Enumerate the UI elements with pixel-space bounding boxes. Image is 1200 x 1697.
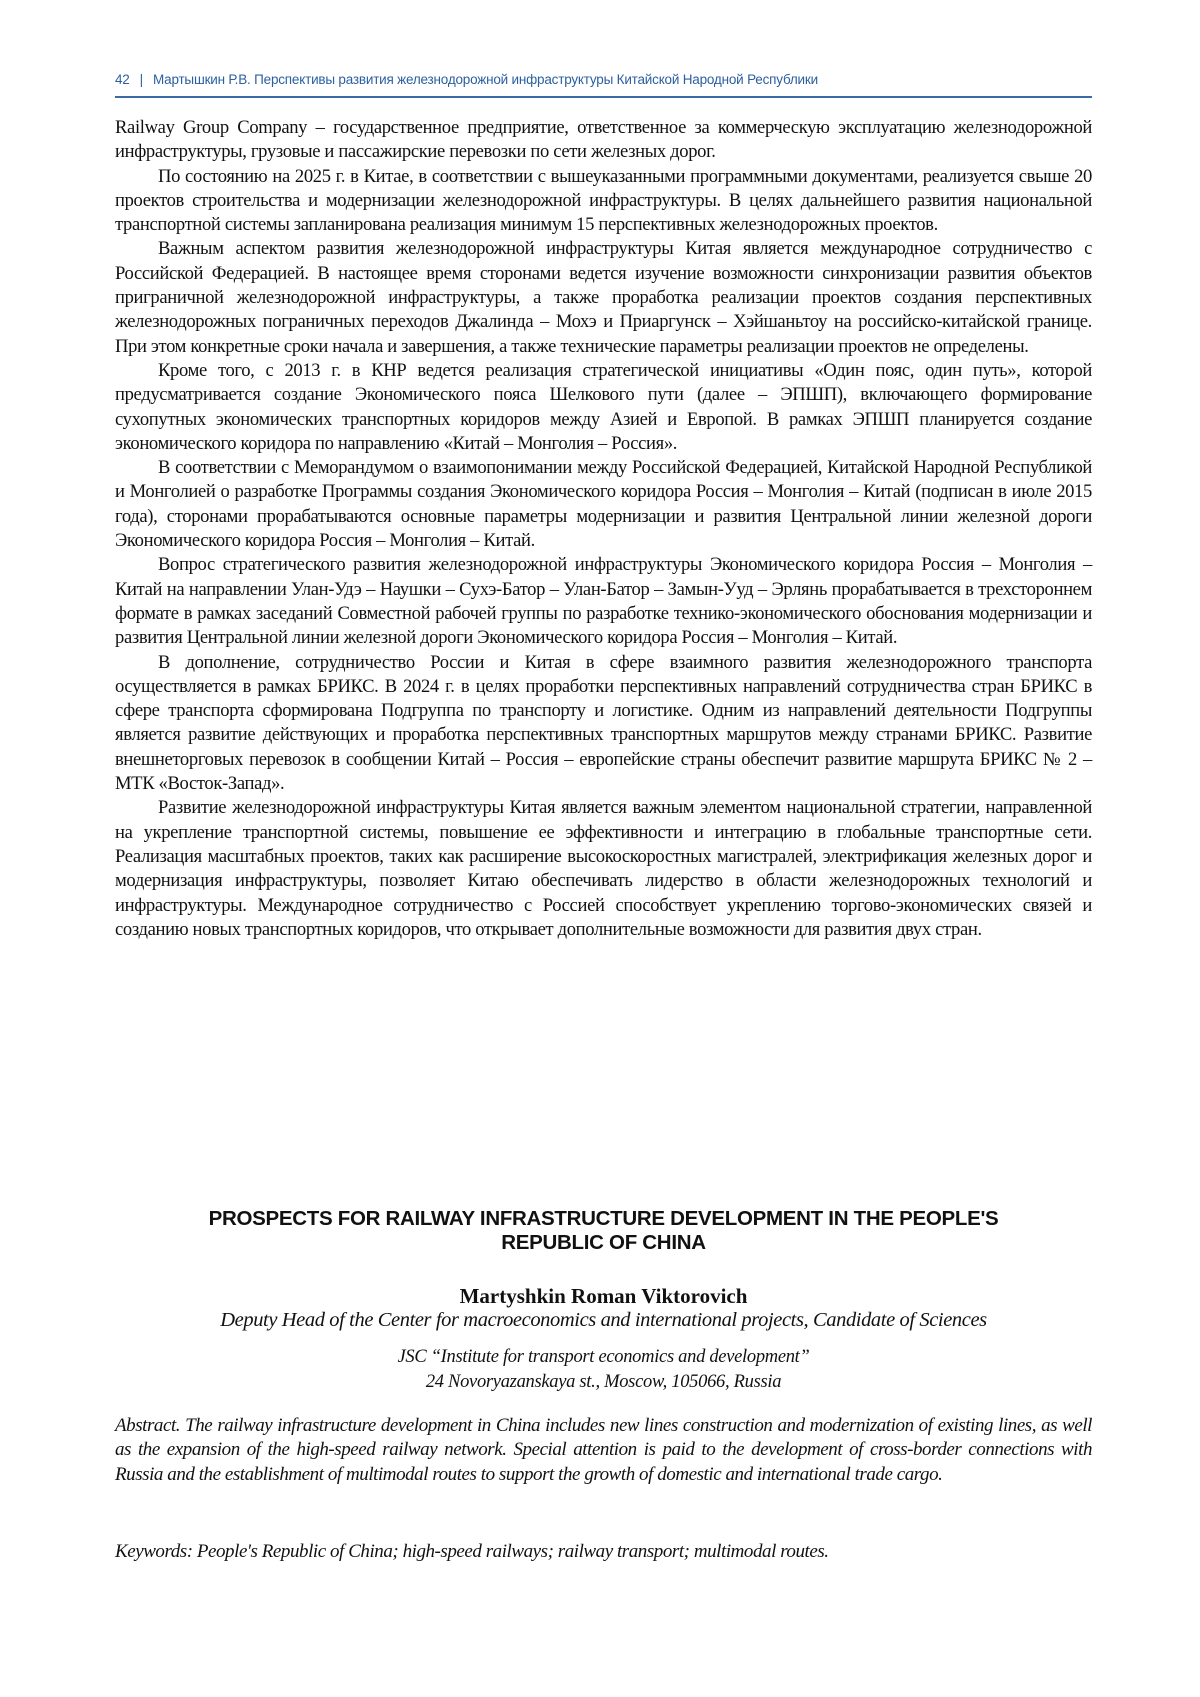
paragraph: Важным аспектом развития железнодорожной инфраструктуры Китая является международное сотрудничество с Российской Федерацией. В настоящее время сторонами ведется изучение возможности синхронизации развития объектов приграничной железнодорожной инфраструктуры, а также проработка реализации проектов создания перспективных железнодорожных пограничных переходов Джалинда – Мохэ и Приаргунск – Хэйшаньтоу на российско-китайской границе. При этом конкретные сроки начала и завершения, а также технические параметры реализации проектов не определены.: [115, 238, 1092, 357]
paragraph: По состоянию на 2025 г. в Китае, в соответствии с вышеуказанными программными документами, реализуется свыше 20 проектов строительства и модернизации железнодорожной инфраструктуры. В целях дальнейшего развития национальной транспортной системы запланирована реализация минимум 15 перспективных железнодорожных проектов.: [115, 165, 1092, 236]
address: 24 Novoryazanskaya st., Moscow, 105066, Russia: [425, 1371, 782, 1392]
keywords: Keywords: People's Republic of China; high-speed railways; railway transport; multimodal routes.: [115, 1541, 829, 1562]
english-title: [115, 1207, 1092, 1255]
paragraph: Railway Group Company – государственное предприятие, ответственное за коммерческую эксплуатацию железнодорожной инфраструктуры, грузовые и пассажирские перевозки по сети железных дорог.: [115, 117, 1092, 163]
article-body: [115, 116, 1092, 942]
title-line: PROSPECTS FOR RAILWAY INFRASTRUCTURE DEVELOPMENT IN THE PEOPLE'S: [208, 1207, 999, 1230]
page-number: 42: [115, 72, 130, 87]
paragraph: Вопрос стратегического развития железнодорожной инфраструктуры Экономического коридора Россия – Монголия – Китай на направлении Улан-Удэ – Наушки – Сухэ-Батор – Улан-Батор – Замын-Ууд – Эрлянь прорабатывается в трехстороннем формате в рамках заседаний Совместной рабочей группы по разработке технико-экономического обоснования модернизации и развития Центральной линии железной дороги Экономического коридора Россия – Монголия – Китай.: [115, 554, 1092, 649]
paragraph: В соответствии с Меморандумом о взаимопонимании между Российской Федерацией, Китайской Народной Республикой и Монголией о разработке Программы создания Экономического коридора Россия – Монголия – Китай (подписан в июле 2015 года), сторонами прорабатываются основные параметры модернизации и развития Центральной линии железной дороги Экономического коридора Россия – Монголия – Китай.: [115, 457, 1092, 552]
paragraph: Развитие железнодорожной инфраструктуры Китая является важным элементом национальной стратегии, направленной на укрепление транспортной системы, повышение ее эффективности и интеграцию в глобальные транспортные сети. Реализация масштабных проектов, таких как расширение высокоскоростных магистралей, электрификация железных дорог и модернизация инфраструктуры, позволяет Китаю обеспечивать лидерство в области железнодорожных технологий и инфраструктуры. Международное сотрудничество с Россией способствует укреплению торгово-экономических связей и созданию новых транспортных коридоров, что открывает дополнительные возможности для развития двух стран.: [115, 797, 1092, 940]
paragraph: Кроме того, с 2013 г. в КНР ведется реализация стратегической инициативы «Один пояс, один путь», которой предусматривается создание Экономического пояса Шелкового пути (далее – ЭПШП), включающего формирование сухопутных экономических транспортных коридоров между Азией и Европой. В рамках ЭПШП планируется создание экономического коридора по направлению «Китай – Монголия – Россия».: [115, 359, 1092, 454]
author-position: Deputy Head of the Center for macroeconomics and international projects, Candidate of Sciences: [220, 1309, 987, 1331]
affiliation: [115, 1345, 1092, 1394]
abstract: Abstract. The railway infrastructure development in China includes new lines construction and modernization of existing lines, as well as the expansion of the high-speed railway network. Special attention is paid to the development of cross-border connections with Russia and the establishment of multimodal routes to support the growth of domestic and international trade cargo.: [115, 1415, 1092, 1485]
author-name: Martyshkin Roman Viktorovich: [459, 1284, 748, 1308]
organization: JSC “Institute for transport economics and development”: [397, 1347, 810, 1367]
running-header: [115, 72, 1092, 98]
header-separator: |: [139, 72, 143, 87]
running-title: Мартышкин Р.В. Перспективы развития железнодорожной инфраструктуры Китайской Народной Республики: [152, 72, 818, 87]
paragraph: В дополнение, сотрудничество России и Китая в сфере взаимного развития железнодорожного транспорта осуществляется в рамках БРИКС. В 2024 г. в целях проработки перспективных направлений сотрудничества стран БРИКС в сфере транспорта сформирована Подгруппа по транспорту и логистике. Одним из направлений деятельности Подгруппы является развитие действующих и проработка перспективных транспортных маршрутов между странами БРИКС. Развитие внешнеторговых перевозок в сообщении Китай – Россия – европейские страны обеспечит развитие маршрута БРИКС № 2 – МТК «Восток-Запад».: [115, 651, 1092, 795]
title-line: REPUBLIC OF CHINA: [501, 1231, 706, 1254]
